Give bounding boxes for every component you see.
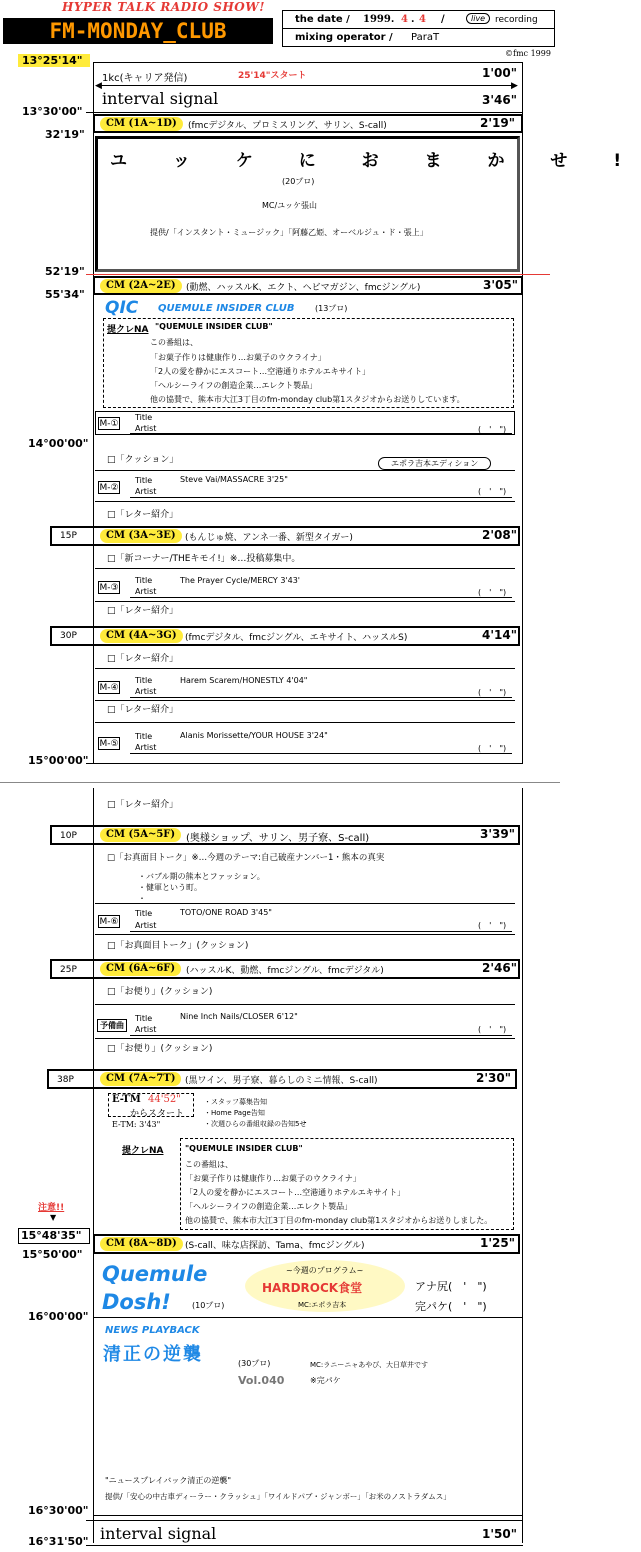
time-15-50-00: 15°50'00" (22, 1248, 83, 1261)
cm2-desc: (動燃、ハッスルK、エクト、ヘビマガジン、fmcジングル) (186, 283, 421, 293)
m4-artist-label: Artist (135, 687, 157, 696)
news-pages: (30プロ) (238, 1359, 271, 1368)
cm4-page: 30P (60, 631, 77, 641)
yobi-title: Nine Inch Nails/CLOSER 6'12" (180, 1012, 298, 1021)
m4-title: Harem Scarem/HONESTLY 4'04" (180, 676, 308, 685)
kc-row-title: 1kc(キャリア発信) (102, 73, 188, 84)
omoshiro-cushion-row: □「お真面目トーク」(クッション) (107, 941, 249, 951)
m1-time: ( ' ") (478, 425, 507, 434)
cm5-duration: 3'39" (480, 827, 515, 841)
copyright: ©fmc 1999 (505, 49, 551, 58)
date-day: 4 (419, 14, 426, 25)
cm4-label: CM (4A~3G) (100, 629, 183, 643)
down-arrow-icon: ▼ (50, 1213, 57, 1222)
arrow-line (97, 85, 517, 86)
m1-number: M-① (99, 419, 119, 429)
cm8-duration: 1'25" (480, 1236, 515, 1250)
news-title: 清正の逆襲 (103, 1344, 203, 1365)
time-16-30-00: 16°30'00" (28, 1504, 89, 1517)
na-line5: 他の協賛で、熊本市大江3丁目のfm-monday club第1スタジオからお送りしています。 (150, 395, 465, 404)
cm6-duration: 2'46" (482, 961, 517, 975)
cushion-edition: エポラ吉本エディション (378, 457, 491, 470)
cm1-label: CM (1A~1D) (100, 117, 183, 131)
m6-title: TOTO/ONE ROAD 3'45" (180, 908, 272, 917)
etm-start: からスタート (130, 1109, 185, 1119)
cm3-duration: 2'08" (482, 528, 517, 542)
news-volume: Vol.040 (238, 1374, 285, 1387)
m5-title-label: Title (135, 732, 153, 741)
na2-line3: 「2人の愛を静かにエスコート…空港通りホテルエキサイト」 (185, 1188, 406, 1197)
letter-row-4: □「レター紹介」 (107, 705, 179, 715)
ana-time: アナ尻( ' ") (415, 1280, 487, 1293)
etm-time: 44'52" (148, 1094, 181, 1105)
m3-time: ( ' ") (478, 588, 507, 597)
m5-number: M-⑤ (99, 739, 119, 749)
cm4-duration: 4'14" (482, 628, 517, 642)
m6-title-label: Title (135, 909, 153, 918)
cm7-page: 38P (57, 1075, 74, 1085)
m2-time: ( ' ") (478, 487, 507, 496)
kanpake-time: 完パケ( ' ") (415, 1300, 487, 1313)
qic-pages: (13プロ) (315, 304, 348, 313)
yobi-title-label: Title (135, 1014, 153, 1023)
time-16-00-00: 16°00'00" (28, 1310, 89, 1323)
na2-line1: この番組は、 (185, 1160, 233, 1169)
yobi-badge: 予備曲 (97, 1019, 127, 1032)
m4-time: ( ' ") (478, 688, 507, 697)
etm-duration: E-TM: 3'43" (112, 1120, 161, 1129)
date-year: 1999. (363, 14, 395, 25)
na-line1: この番組は、 (150, 338, 198, 347)
m1-row (95, 411, 515, 435)
bullet-2: ・健軍という町。 (138, 883, 202, 892)
time-15-00-00: 15°00'00" (28, 754, 89, 767)
cm4-desc: (fmcデジタル、fmcジングル、エキサイト、ハッスルS) (185, 633, 408, 643)
attention-note: 注意!! (38, 1203, 65, 1213)
yobi-time: ( ' ") (478, 1025, 507, 1034)
yobi-artist-label: Artist (135, 1025, 157, 1034)
show-title: HYPER TALK RADIO SHOW! (62, 0, 265, 14)
hardrock-sub: ~今週のプログラム~ (286, 1266, 364, 1275)
cm5-page: 10P (60, 831, 77, 841)
na-line4: 「ヘルシーライフの創造企業…エレクト製品」 (150, 381, 318, 390)
dash-logo-1: Quemule (102, 1262, 208, 1286)
recording-label: recording (495, 15, 538, 25)
m6-number: M-⑥ (99, 917, 119, 927)
news-footer-2: 提供/「安心の中古車ディーラー・クラッシュ」「ワイルドパブ・ジャンボー」「お米のノストラダムス」 (105, 1492, 451, 1501)
na-label: 提クレNA (107, 325, 149, 335)
m5-artist-label: Artist (135, 743, 157, 752)
interval-duration-1: 3'46" (482, 93, 517, 107)
cm3-page: 15P (60, 531, 77, 541)
qic-logo: QIC (105, 298, 139, 318)
yukke-pages: (20プロ) (282, 177, 315, 186)
cm8-label: CM (8A~8D) (100, 1237, 183, 1251)
yukke-sponsor: 提供/「インスタント・ミュージック」「阿藤乙姫、オーベルジュ・ド・張上」 (150, 228, 428, 237)
time-55-34: 55'34" (45, 288, 85, 301)
news-kanpake: ※完パケ (310, 1376, 341, 1385)
time-13-30-00: 13°30'00" (22, 105, 83, 118)
cm8-desc: (S-call、味な店探訪、Tama、fmcジングル) (185, 1241, 365, 1251)
na2-title: "QUEMULE INSIDER CLUB" (185, 1144, 303, 1153)
time-32-19: 32'19" (45, 128, 85, 141)
cm6-page: 25P (60, 965, 77, 975)
etm-bullet-3: ・次週ひらの番組収録の告知5せ (204, 1120, 307, 1128)
omoshiro-row: □「お真面目トーク」※…今週のテーマ:自己破産ナンバー1・熊本の真実 (107, 853, 385, 863)
na2-line2: 「お菓子作りは健康作り…お菓子のウクライナ」 (185, 1174, 361, 1183)
m2-number: M-② (99, 483, 119, 493)
operator-value: ParaT (411, 32, 440, 43)
time-52-19: 52'19" (45, 265, 85, 278)
letter-row-5: □「レター紹介」 (107, 800, 179, 810)
m6-artist-label: Artist (135, 921, 157, 930)
hardrock-mc: MC:エポラ吉本 (298, 1301, 347, 1309)
letter-row-1: □「レター紹介」 (107, 510, 179, 520)
page-divider (0, 782, 560, 783)
time-14-00-00: 14°00'00" (28, 437, 89, 450)
red-line (86, 274, 550, 275)
m6-time: ( ' ") (478, 921, 507, 930)
cm2-label: CM (2A~2E) (100, 279, 182, 293)
m2-title: Steve Vai/MASSACRE 3'25" (180, 475, 288, 484)
cushion-row: □「クッション」 (107, 455, 179, 465)
cm1-duration: 2'19" (480, 116, 515, 130)
na-title: "QUEMULE INSIDER CLUB" (155, 322, 273, 331)
na2-line4: 「ヘルシーライフの創造企業…エレクト製品」 (185, 1202, 353, 1211)
cm2-duration: 3'05" (483, 278, 518, 292)
m3-title: The Prayer Cycle/MERCY 3'43' (180, 576, 301, 585)
logo: FM-MONDAY_CLUB (3, 18, 273, 44)
m4-number: M-④ (99, 683, 119, 693)
interval-signal-2: interval signal (100, 1524, 217, 1543)
cm7-label: CM (7A~7T) (100, 1072, 181, 1086)
m5-time: ( ' ") (478, 744, 507, 753)
news-mc: MC:ラニーニャあやび、大日草井です (310, 1361, 429, 1369)
na-line3: 「2人の愛を静かにエスコート…空港通りホテルエキサイト」 (150, 367, 371, 376)
etm-label: E-TM (112, 1094, 141, 1105)
operator-label: mixing operator / (295, 32, 393, 43)
kc-row-note: 25'14"スタート (238, 71, 307, 81)
m3-artist-label: Artist (135, 587, 157, 596)
cm1-desc: (fmcデジタル、プロミスリング、サリン、S-call) (188, 121, 387, 131)
bullet-1: ・バブル期の熊本とファッション。 (138, 872, 265, 881)
header-info-box (282, 10, 555, 47)
m4-title-label: Title (135, 676, 153, 685)
letter-row-2: □「レター紹介」 (107, 606, 179, 616)
new-corner-row: □「新コーナー/THEキモイ!」※…投稿募集中。 (107, 554, 301, 564)
cm3-label: CM (3A~3E) (100, 529, 182, 543)
time-16-31-50: 16°31'50" (28, 1535, 89, 1548)
m1-artist-label: Artist (135, 424, 157, 433)
interval-duration-2: 1'50" (482, 1527, 517, 1541)
time-13-25-14: 13°25'14" (22, 54, 83, 67)
okuri-row-1: □「お便り」(クッション) (107, 987, 213, 997)
time-15-48-35: 15°48'35" (21, 1229, 82, 1242)
qic-name: QUEMULE INSIDER CLUB (158, 303, 295, 314)
cm6-desc: (ハッスルK、動燃、fmcジングル、fmcデジタル) (186, 966, 384, 976)
date-slash: / (441, 14, 445, 25)
kc-row-duration: 1'00" (482, 66, 517, 80)
news-footer-1: "ニュースプレイバック清正の逆襲" (105, 1476, 232, 1485)
m2-artist-label: Artist (135, 487, 157, 496)
yukke-title: ユ ッ ケ に お ま か せ ! (110, 151, 641, 171)
etm-bullet-2: ・Home Page告知 (204, 1109, 265, 1117)
okuri-row-2: □「お便り」(クッション) (107, 1044, 213, 1054)
date-sep: . (411, 14, 415, 25)
cm5-desc: (奥様ショップ、サリン、男子寮、S-call) (186, 833, 370, 844)
date-label: the date / (295, 14, 350, 25)
cm5-label: CM (5A~5F) (100, 828, 181, 842)
interval-signal-1: interval signal (102, 89, 219, 108)
news-label: NEWS PLAYBACK (105, 1325, 200, 1336)
hardrock-title: HARDROCK食堂 (262, 1281, 363, 1295)
cm7-desc: (黒ワイン、男子寮、暮らしのミニ情報、S-call) (185, 1076, 378, 1086)
letter-row-3: □「レター紹介」 (107, 654, 179, 664)
na2-line5: 他の協賛で、熊本市大江3丁目のfm-monday club第1スタジオからお送りしました。 (185, 1216, 493, 1225)
m1-title-label: Title (135, 413, 153, 422)
cm3-desc: (もんじゅ焼、アンネ一番、新型タイガー) (185, 533, 353, 543)
na2-label: 提クレNA (122, 1146, 164, 1156)
cm7-duration: 2'30" (476, 1071, 511, 1085)
date-month: 4 (401, 14, 408, 25)
dash-pages: (10プロ) (192, 1301, 225, 1310)
m3-number: M-③ (99, 583, 119, 593)
m2-title-label: Title (135, 476, 153, 485)
yukke-mc: MC/ユッケ張山 (262, 201, 318, 210)
etm-bullet-1: ・スタッフ募集告知 (204, 1098, 267, 1106)
dash-logo-2: Dosh! (102, 1290, 171, 1314)
m3-title-label: Title (135, 576, 153, 585)
live-badge: live (466, 13, 490, 24)
cm6-label: CM (6A~6F) (100, 962, 181, 976)
m5-title: Alanis Morissette/YOUR HOUSE 3'24" (180, 731, 328, 740)
bullet-3: ・ (138, 894, 146, 903)
na-line2: 「お菓子作りは健康作り…お菓子のウクライナ」 (150, 353, 326, 362)
